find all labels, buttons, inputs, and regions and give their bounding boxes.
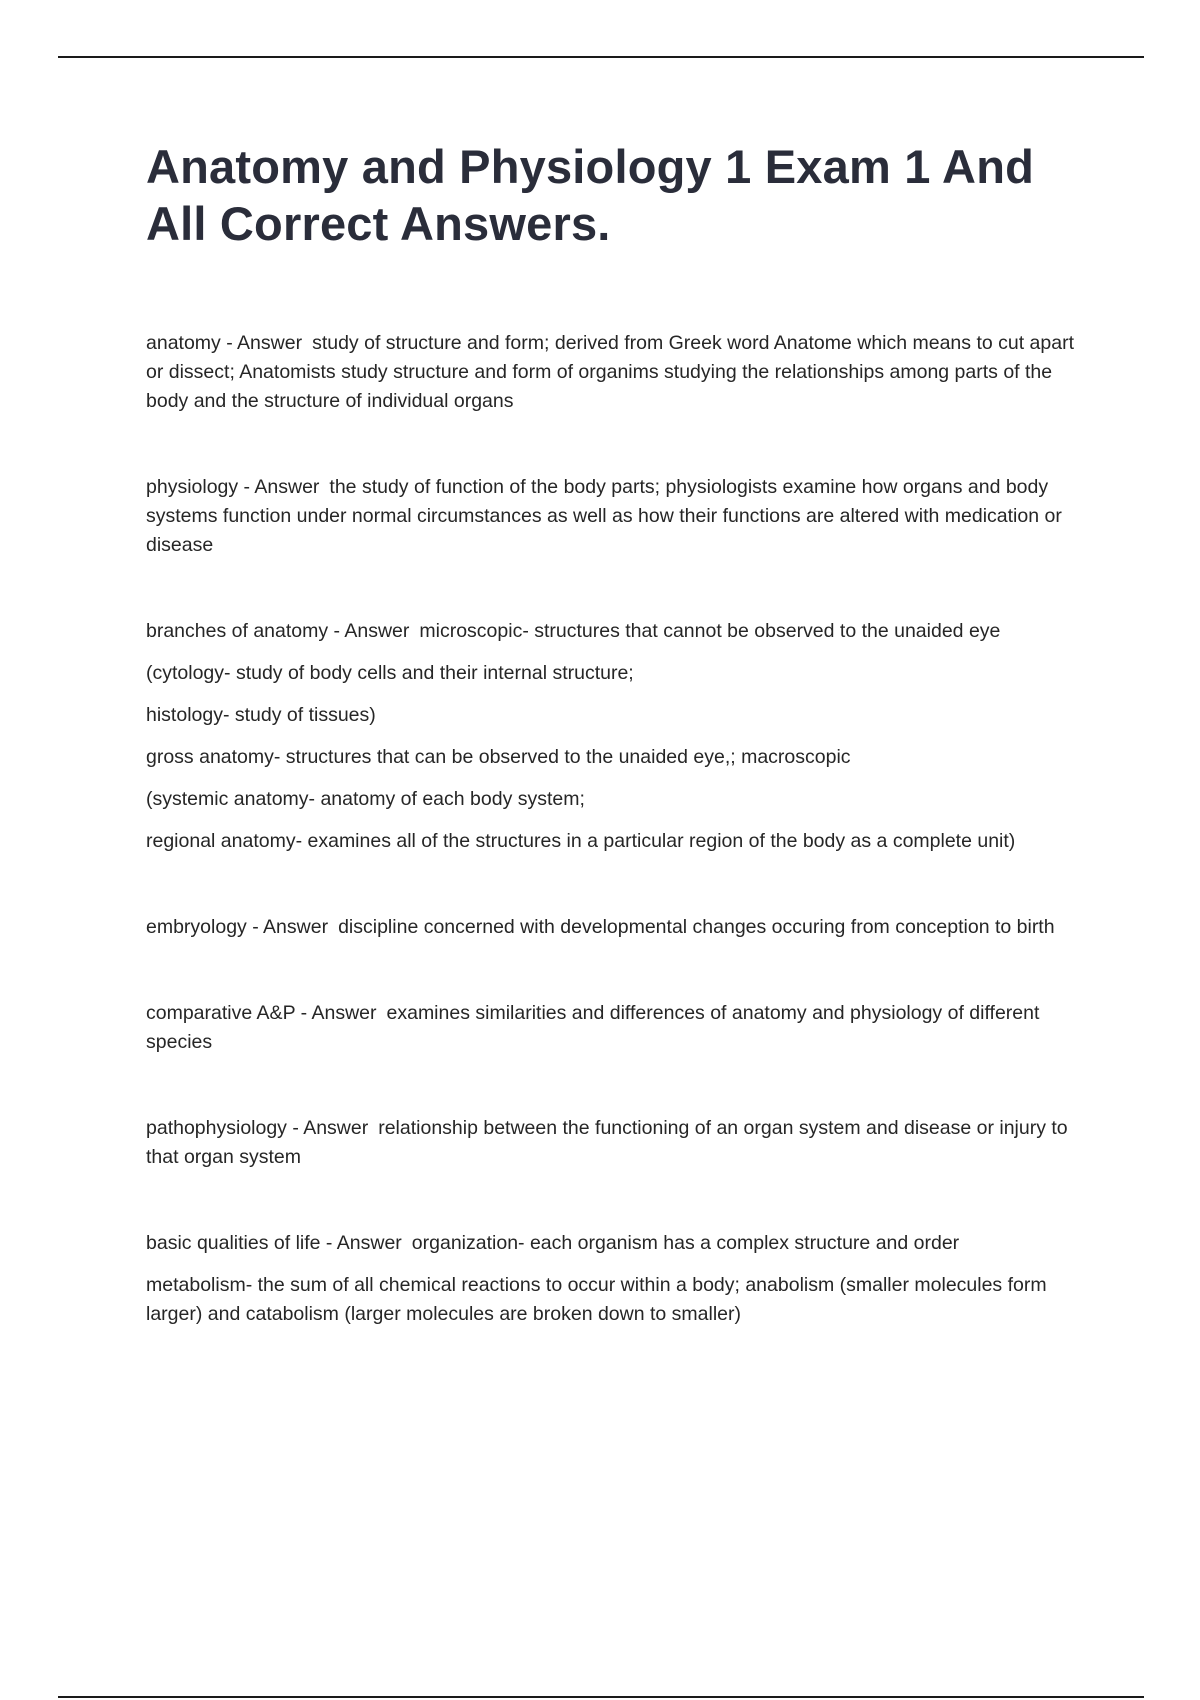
qa-entry-physiology	[146, 473, 1091, 560]
document-body	[146, 138, 1091, 1386]
top-rule	[58, 56, 1144, 58]
qa-answer: microscopic- structures that cannot be observed to the unaided eye	[419, 620, 1001, 642]
qa-answer-line: histology- study of tissues)	[146, 704, 376, 726]
qa-line	[146, 1229, 1091, 1258]
qa-entry-anatomy	[146, 329, 1091, 416]
qa-list	[146, 329, 1091, 1329]
qa-answer-line: (systemic anatomy- anatomy of each body system;	[146, 788, 585, 810]
document-title: Anatomy and Physiology 1 Exam 1 And All Correct Answers.	[146, 140, 1035, 250]
bottom-rule	[58, 1696, 1144, 1698]
qa-answer: examines similarities and differences of anatomy and physiology of different species	[146, 1002, 1040, 1053]
qa-line	[146, 473, 1091, 560]
qa-answer: discipline concerned with developmental changes occuring from conception to birth	[338, 916, 1055, 938]
qa-entry-comparative-ap	[146, 999, 1091, 1057]
qa-line	[146, 617, 1091, 646]
qa-entry-embryology	[146, 913, 1091, 942]
qa-term: pathophysiology - Answer	[146, 1117, 369, 1139]
qa-term: physiology - Answer	[146, 476, 320, 498]
qa-term: basic qualities of life - Answer	[146, 1232, 402, 1254]
qa-answer: the study of function of the body parts; physiologists examine how organs and body systems function under normal circumstances as well as how their functions are altered with medication or disease	[146, 476, 1062, 556]
qa-entry-branches-of-anatomy	[146, 617, 1091, 856]
qa-answer: study of structure and form; derived from Greek word Anatome which means to cut apart or dissect; Anatomists study structure and form of organims studying the relationships among parts of the body and the structure of individual organs	[146, 332, 1075, 412]
qa-term: anatomy - Answer	[146, 332, 303, 354]
qa-line	[146, 1114, 1091, 1172]
qa-line	[146, 329, 1091, 416]
qa-answer-line: (cytology- study of body cells and their internal structure;	[146, 662, 634, 684]
qa-line	[146, 913, 1091, 942]
qa-answer: relationship between the functioning of an organ system and disease or injury to that organ system	[146, 1117, 1068, 1168]
qa-term: comparative A&P - Answer	[146, 1002, 377, 1024]
qa-line	[146, 999, 1091, 1057]
qa-entry-basic-qualities-of-life	[146, 1229, 1091, 1329]
qa-term: branches of anatomy - Answer	[146, 620, 410, 642]
qa-term: embryology - Answer	[146, 916, 329, 938]
qa-answer: organization- each organism has a complex structure and order	[411, 1232, 960, 1254]
qa-entry-pathophysiology	[146, 1114, 1091, 1172]
qa-answer-line: gross anatomy- structures that can be observed to the unaided eye,; macroscopic	[146, 746, 851, 768]
qa-answer-line: metabolism- the sum of all chemical reactions to occur within a body; anabolism (smaller molecules form larger) and catabolism (larger molecules are broken down to smaller)	[146, 1274, 1047, 1325]
qa-answer-line: regional anatomy- examines all of the structures in a particular region of the body as a complete unit)	[146, 830, 1016, 852]
